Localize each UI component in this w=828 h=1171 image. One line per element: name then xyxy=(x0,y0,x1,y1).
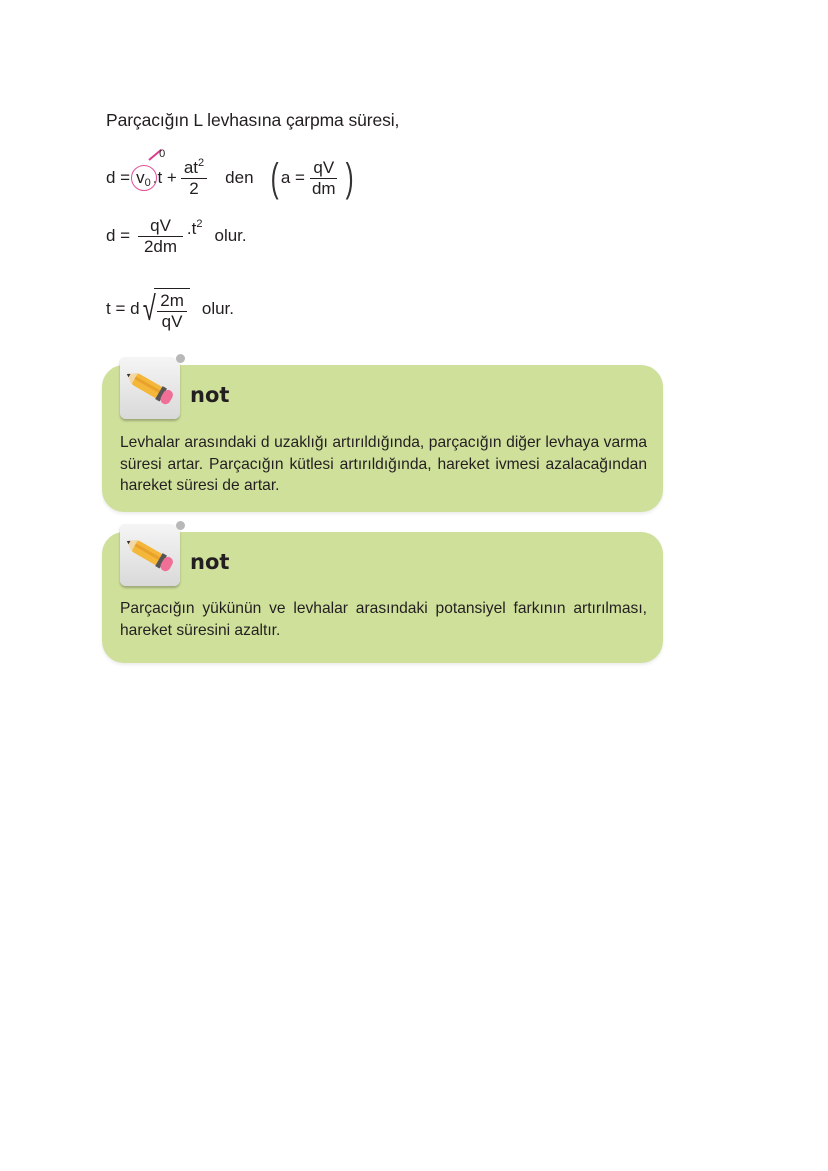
equation-displacement: d = 0 $v_0$ .t + $\frac{at^2}{2}$ den ( a = $\frac{qV}{dm}$ ) xyxy=(106,148,354,200)
intro-text: Parçacığın L levhasına çarpma süresi, xyxy=(106,110,400,130)
square-root: √ $\frac{2m}{qV}$ xyxy=(140,288,190,331)
fraction-at2-over-2: $\frac{at^2}{2}$ xyxy=(181,159,207,198)
note-title: not xyxy=(190,550,230,574)
acceleration-lhs: a = xyxy=(280,168,305,187)
note-title: not xyxy=(190,383,230,407)
fraction-qv-over-2dm: $\frac{qV}{2dm}$ xyxy=(138,217,183,256)
radical-sign: √ xyxy=(142,289,156,328)
equation-d-qv: d = $\frac{qV}{2dm}$ $.t^2$ olur. xyxy=(106,216,247,256)
equation-time: t = d √ $\frac{2m}{qV}$ olur. xyxy=(106,289,234,331)
eq1-lhs: d = xyxy=(106,168,131,187)
v0-annotated: 0 $v_0$ xyxy=(134,168,153,188)
annotation-zero: 0 xyxy=(159,148,166,160)
eq1-t: .t + xyxy=(152,168,177,187)
note-body: Parçacığın yükünün ve levhalar arasındaki potansiyel farkının artırılması, hareket süresini azaltır. xyxy=(120,600,647,639)
annotation-circle xyxy=(131,165,157,191)
pencil-icon xyxy=(120,524,180,586)
note-body: Levhalar arasındaki d uzaklığı artırıldığında, parçacığın diğer levhaya varma süresi artar. Parçacığın kütlesi artırıldığında, hareket ivmesi azalacağından hareket süresi de artar. xyxy=(120,434,647,494)
eq1-word: den xyxy=(225,168,254,187)
note-box-2 xyxy=(102,532,663,663)
fraction-qv-over-dm: $\frac{qV}{dm}$ xyxy=(311,157,336,198)
note-box-1 xyxy=(102,365,663,512)
pencil-icon xyxy=(120,357,180,419)
